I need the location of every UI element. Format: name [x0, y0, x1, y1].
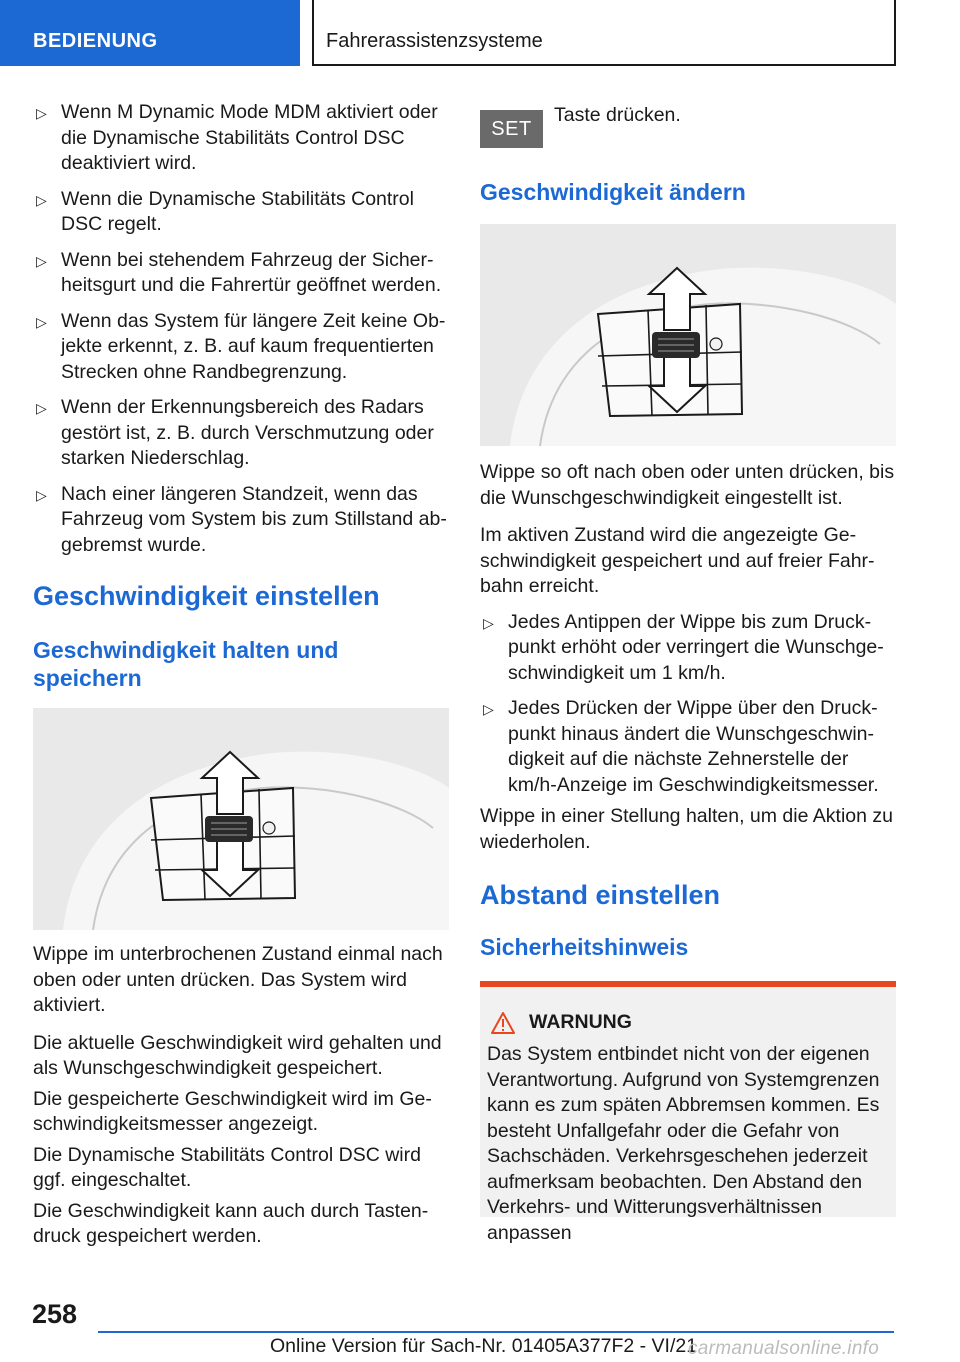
- list-item: ▷ Wenn bei stehendem Fahrzeug der Sicherheitsgurt und die Fahrertür geöffnet werden.: [36, 248, 442, 296]
- triangle-bullet-icon: ▷: [36, 105, 47, 121]
- list-item: ▷ Jedes Drücken der Wippe über den Druckpunkt hinaus ändert die Wunschgeschwindigkeit auf die nächste Zehnerstelle der km/h-Anzeige im Geschwindigkeitsmesser.: [483, 697, 879, 796]
- paragraph: Die Geschwindigkeit kann auch durch Tastendruck gespeichert werden.: [33, 1199, 429, 1247]
- paragraph: Die aktuelle Geschwindigkeit wird gehalten und als Wunschgeschwindigkeit gespeichert.: [33, 1031, 442, 1079]
- left-column: [33, 100, 449, 1250]
- paragraph: Wippe in einer Stellung halten, um die Aktion zu wiederholen.: [480, 805, 893, 853]
- warning-text: Das System entbindet nicht von der eigenen Verantwortung. Aufgrund von Systemgrenzen kann es zum späten Abbremsen kommen. Es besteht Unfallgefahr oder die Gefahr von Sachschäden. Verkehrsgeschehen jederzeit aufmerksam beobachten. Den Abstand den Verkehrs- und Witterungsverhältnissen anpassen: [487, 1043, 880, 1244]
- paragraph: Im aktiven Zustand wird die angezeigte Geschwindigkeit gespeichert und auf freier Fahrbahn erreicht.: [480, 524, 875, 597]
- triangle-bullet-icon: ▷: [36, 191, 47, 208]
- triangle-bullet-icon: ▷: [36, 400, 47, 416]
- warning-triangle-icon: [491, 1012, 515, 1034]
- paragraph: Die Dynamische Stabilitäts Control DSC wird ggf. eingeschaltet.: [33, 1143, 421, 1191]
- deactivation-list: [33, 100, 449, 558]
- triangle-bullet-icon: ▷: [36, 252, 47, 269]
- footer-divider: [98, 1331, 894, 1333]
- list-item: ▷ Wenn die Dynamische Stabilitäts Control DSC regelt.: [36, 187, 414, 235]
- right-column: [480, 100, 896, 1244]
- watermark: carmanualsonline.info: [688, 1338, 880, 1359]
- paragraph: Wippe so oft nach oben oder unten drücken, bis die Wunschgeschwindigkeit eingestellt ist.: [480, 461, 895, 509]
- warning-header: [491, 1011, 888, 1034]
- adjustment-list: [480, 610, 896, 799]
- triangle-bullet-icon: ▷: [483, 701, 494, 717]
- heading-speed-hold: Geschwindigkeit halten und speichern: [33, 637, 339, 691]
- rocker-switch-illustration: [480, 224, 896, 446]
- page-number: 258: [32, 1299, 78, 1329]
- triangle-bullet-icon: ▷: [483, 614, 494, 631]
- triangle-bullet-icon: ▷: [36, 313, 47, 330]
- list-item: ▷ Jedes Antippen der Wippe bis zum Druckpunkt erhöht oder verringert die Wunschgeschwindigkeit um 1 km/h.: [483, 610, 884, 684]
- paragraph: Die gespeicherte Geschwindigkeit wird im Geschwindigkeitsmesser angezeigt.: [33, 1087, 432, 1135]
- heading-safety: Sicherheitshinweis: [480, 934, 689, 960]
- heading-speed-change: Geschwindigkeit ändern: [480, 179, 746, 205]
- list-item: ▷ Wenn der Erkennungsbereich des Radars gestört ist, z. B. durch Verschmutzung oder starken Niederschlag.: [36, 396, 434, 469]
- list-item: ▷ Wenn M Dynamic Mode MDM aktiviert oder die Dynamische Stabilitäts Control DSC deaktiviert wird.: [36, 101, 438, 174]
- list-item: ▷ Nach einer längeren Standzeit, wenn das Fahrzeug vom System bis zum Stillstand abgebremst wurde.: [36, 482, 447, 556]
- rocker-switch-illustration: [33, 708, 449, 930]
- triangle-bullet-icon: ▷: [36, 486, 47, 503]
- warning-title: WARNUNG: [529, 1011, 632, 1033]
- section-label: BEDIENUNG: [0, 0, 300, 66]
- warning-box: [480, 981, 896, 1244]
- heading-speed-set: Geschwindigkeit einstellen: [33, 581, 380, 611]
- set-button-row: [480, 100, 896, 162]
- list-item: ▷ Wenn das System für längere Zeit keine Objekte erkennt, z. B. auf kaum frequentierten Strecken ohne Randbegrenzung.: [36, 309, 446, 383]
- page-header: [0, 0, 960, 66]
- heading-distance: Abstand einstellen: [480, 880, 721, 910]
- paragraph: Wippe im unterbrochenen Zustand einmal nach oben oder unten drücken. Das System wird aktiviert.: [33, 943, 443, 1016]
- footer-version: Online Version für Sach-Nr. 01405A377F2 - VI/21: [270, 1335, 698, 1357]
- set-instruction: Taste drücken.: [554, 104, 681, 126]
- topic-label: Fahrerassistenzsysteme: [312, 0, 896, 66]
- set-key-icon: SET: [480, 110, 543, 148]
